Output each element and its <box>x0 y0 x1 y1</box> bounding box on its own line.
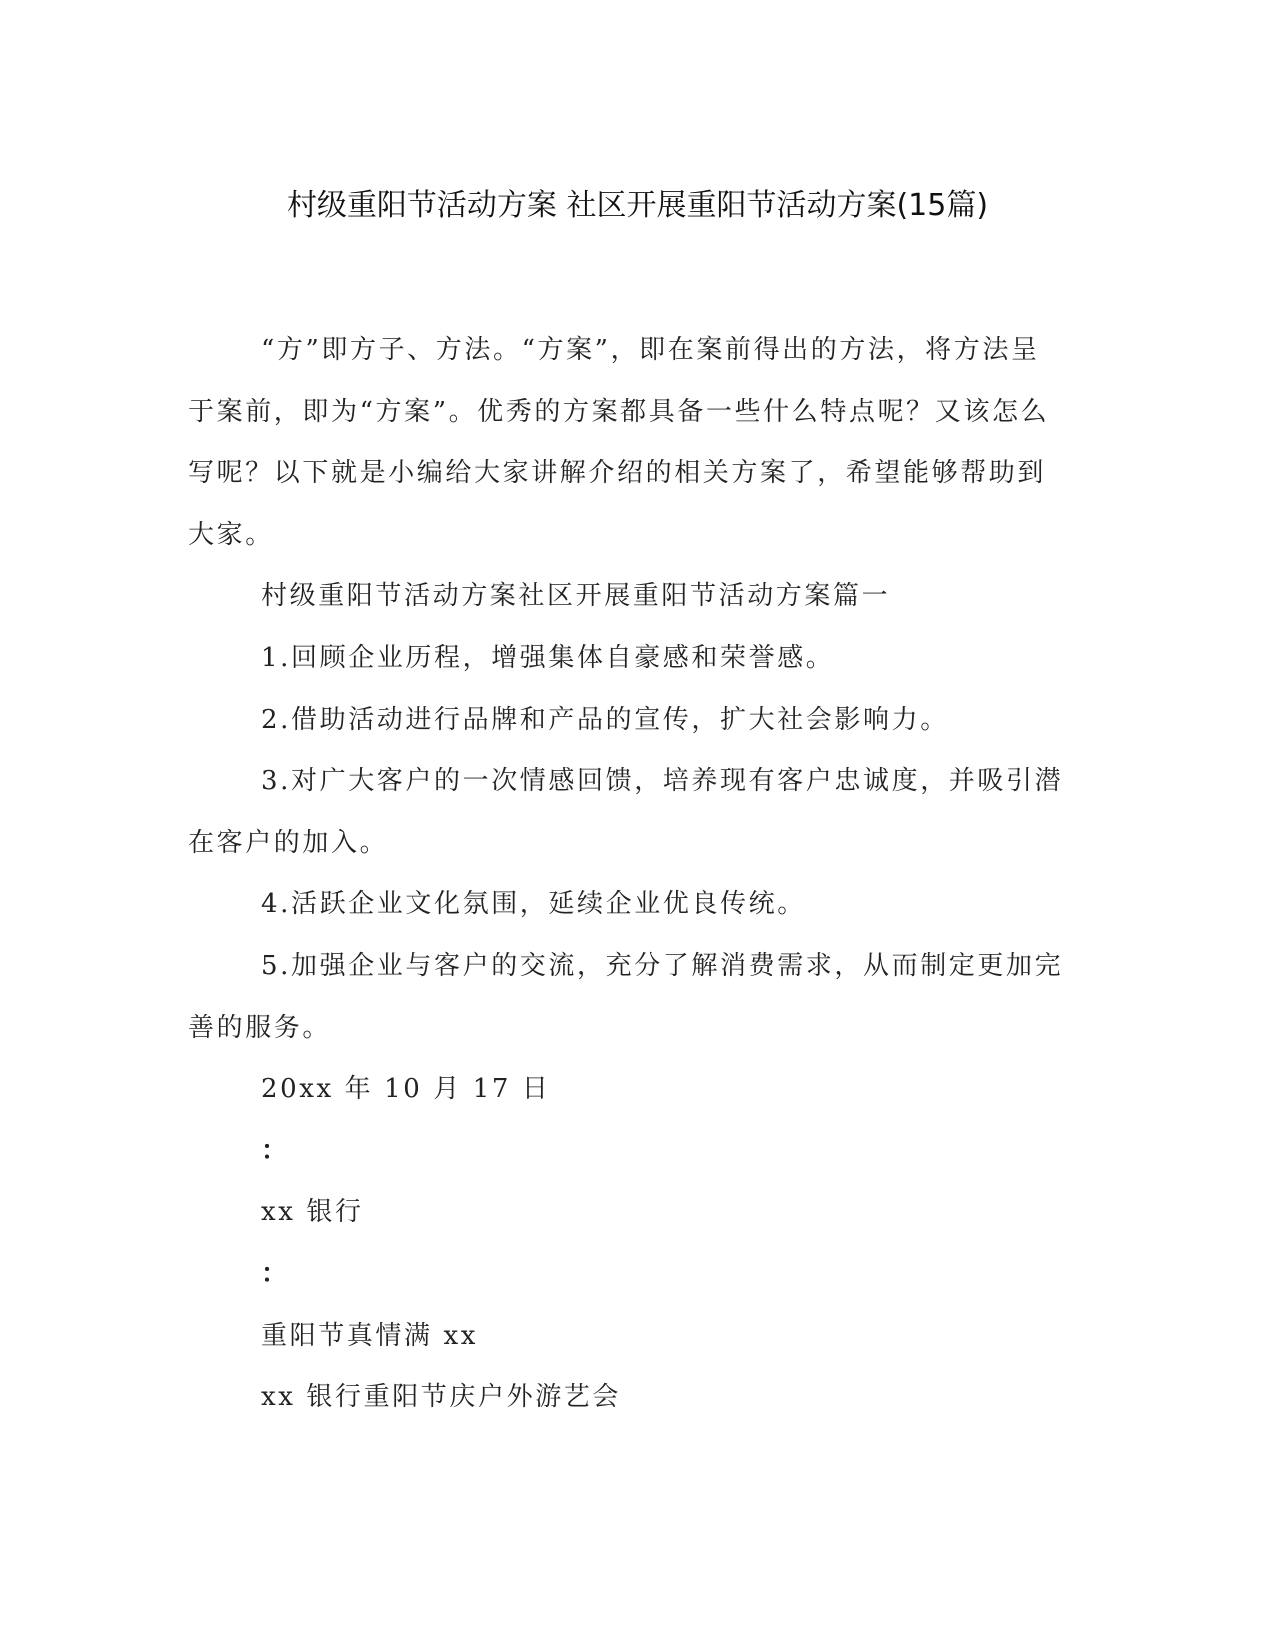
document-body <box>188 320 1068 1429</box>
intro-paragraph: “方”即方子、方法。“方案”，即在案前得出的方法，将方法呈于案前，即为“方案”。优秀的方案都具备一些什么特点呢？又该怎么写呢？以下就是小编给大家讲解介绍的相关方案了，希望能够帮助到大家。 <box>188 335 1050 550</box>
event-name: xx 银行重阳节庆户外游艺会 <box>261 1382 621 1413</box>
document-title: 村级重阳节活动方案 社区开展重阳节活动方案(15篇) <box>286 188 989 223</box>
goal-item-3: 3.对广大客户的一次情感回馈，培养现有客户忠诚度，并吸引潜在客户的加入。 <box>188 766 1064 858</box>
section-heading: 村级重阳节活动方案社区开展重阳节活动方案篇一 <box>261 581 891 612</box>
goal-item-5: 5.加强企业与客户的交流，充分了解消费需求，从而制定更加完善的服务。 <box>188 950 1064 1043</box>
goal-item-4: 4.活跃企业文化氛围，延续企业优良传统。 <box>261 889 806 920</box>
goal-item-1: 1.回顾企业历程，增强集体自豪感和荣誉感。 <box>261 642 835 673</box>
goal-item-2: 2.借助活动进行品牌和产品的宣传，扩大社会影响力。 <box>261 704 949 735</box>
event-theme: 重阳节真情满 xx <box>261 1320 478 1351</box>
event-date: 20xx 年 10 月 17 日 <box>261 1074 551 1105</box>
field-colon-2: ： <box>261 1258 290 1289</box>
organizer-name: xx 银行 <box>261 1197 364 1228</box>
field-colon-1: ： <box>261 1135 290 1166</box>
